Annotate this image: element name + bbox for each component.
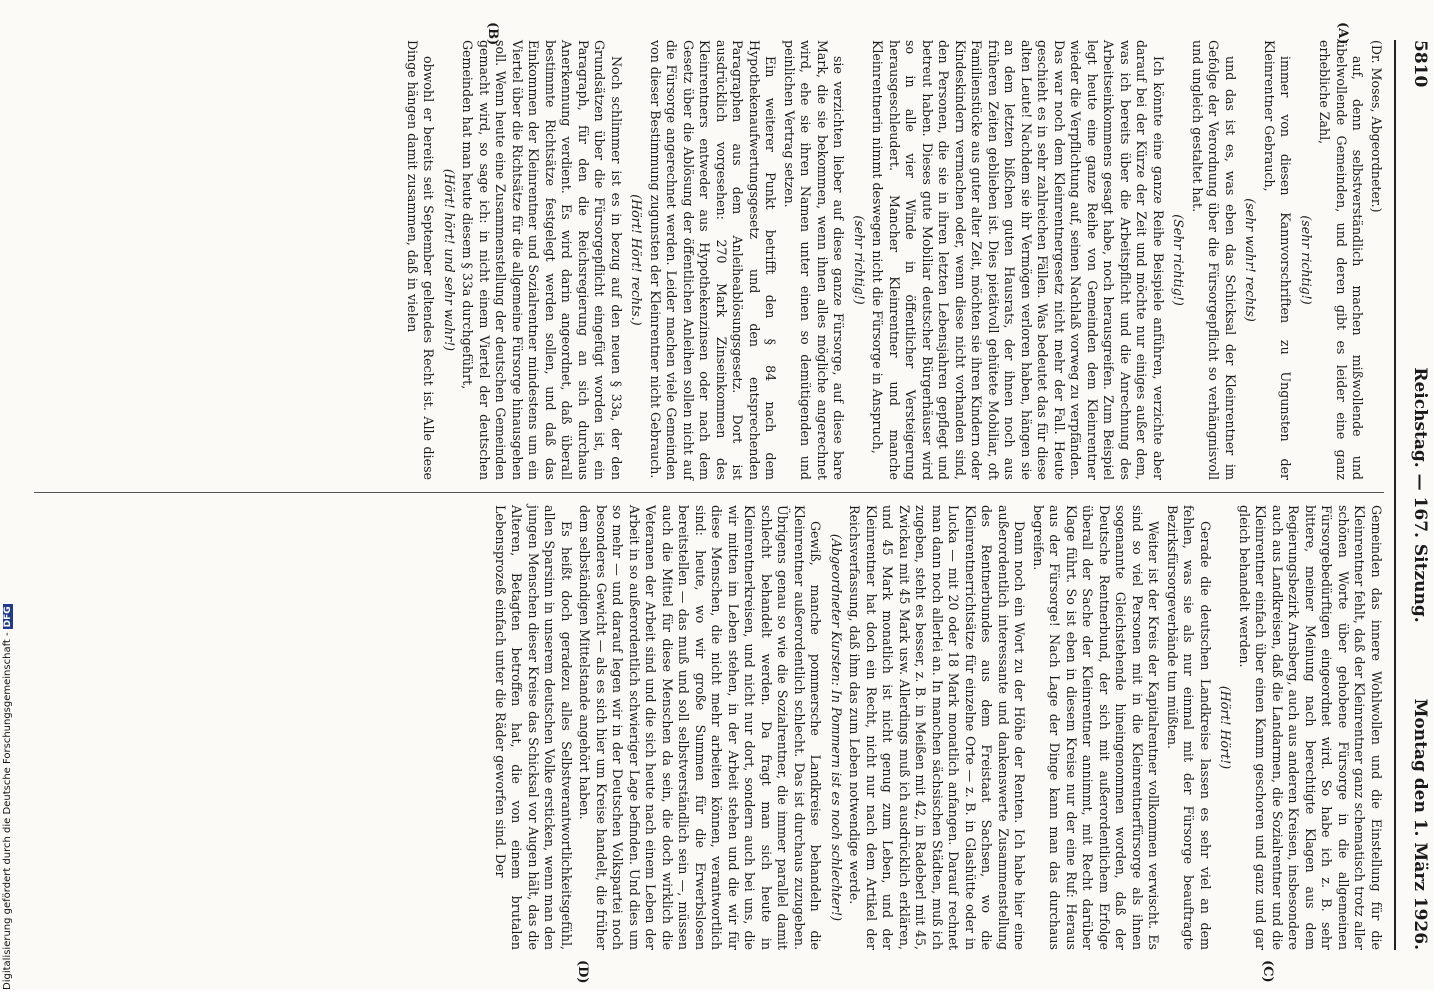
margin-letter-a: (A)	[1335, 22, 1350, 45]
margin-letter-d: (D)	[575, 960, 590, 984]
page-date: Montag den 1. März 1926.	[1410, 698, 1430, 950]
paragraph: Ich könnte eine ganze Reihe Beispiele anführen, verzichte aber darauf bei der Kürze der Zeit und möchte nur einiges außer dem, was ich bereits über die Arbeitspflicht und die Anrechnung des Arbeitseinkommens gesagt habe, noch herausgreifen. Zum Beispiel legt heute eine ganze Reihe von Gemeinden dem Kleinrentner wieder die Verpflichtung auf, seinen Nachlaß vorweg zu verpfänden. Das war noch dem Kleinrentnergesetz nicht mehr der Fall. Heute geschieht es in sehr zahlreichen Fällen. Was bedeutet das für diese alten Leute! Nachdem sie ihr Vermögen verloren haben, hängen sie an dem letzten bißchen guten Hausrats, der ihnen noch aus früheren Zeiten geblieben ist. Dies pietätvoll gehütete Mobiliar, oft Familienstücke aus guter alter Zeit, möchten sie ihren Kindern oder Kindeskindern vermachen oder, wenn diese nicht vorhanden sind, den Personen, die sie in ihren letzten Lebensjahren gepflegt und betreut haben. Dieses gute Mobiliar deutscher Bürgerhäuser wird so in alle vier Winde in öffentlicher Versteigerung herausgeschleudert. Mancher Kleinrentner und manche Kleinrentnerin nimmt deswegen nicht die Fürsorge in Anspruch,	[870, 40, 1166, 480]
credit-text: Digitalisierung gefördert durch die Deutsche Forschungsgemeinschaft -	[2, 632, 13, 990]
left-column	[402, 40, 1385, 480]
paragraph: immer von diesen Kannvorschriften zu Ungunsten der Kleinrentner Gebrauch,	[1262, 40, 1294, 480]
paragraph: auf, denn selbstverständlich machen mißwollende und übelwollende Gemeinden, und deren gibt es leider eine ganz erhebliche Zahl,	[1317, 40, 1366, 480]
page-number: 5810	[1410, 40, 1430, 88]
page-title: Reichstag. — 167. Sitzung.	[1410, 367, 1430, 623]
page-header	[1400, 40, 1430, 950]
interjection: (sehr richtig!)	[1299, 215, 1314, 305]
paragraph: Noch schlimmer ist es in bezug auf den neuen § 33a, der den Grundsätzen über die Fürsorgepflicht eingefügt worden ist, ein Paragraph, für den die Reichsregierung an sich durchaus Anerkennung verdient. Es wird darin angeordnet, daß überall bestimmte Richtsätze festgelegt werden sollen, und daß das Einkommen der Kleinrentner und Sozialrentner mindestens um ein Viertel über die Richtsätze für die allgemeine Fürsorge hinausgehen soll. Wenn heute eine Zusammenstellung der deutschen Gemeinden gemacht wird, so sage ich: in nicht einem Viertel der deutschen Gemeinden hat man heute diesem § 33a durchgeführt,	[460, 40, 624, 480]
digitization-credit	[2, 606, 16, 990]
paragraph: Gemeinden das innere Wohlwollen und die Einstellung für die Kleinrentner fehlt, daß der Kleinrentner ganz schematisch trotz aller schönen Worte über gehobene Fürsorge in die allgemeinen Fürsorgebedürftigen eingeordnet wird. So habe ich z. B. sehr bittere, meiner Meinung nach berechtigte Klagen aus dem Regierungsbezirk Arnsberg, auch aus anderen Kreisen, insbesondere auch aus Landkreisen, daß die Landarmen, die Sozialrentner und die Kleinrentner einfach über einen Kamm geschoren und ganz und gar gleich behandelt werden.	[1237, 505, 1384, 950]
column-divider	[34, 492, 1384, 493]
paragraph: Gewiß, manche pommersche Landkreise behandeln die Kleinrentner außerordentlich schlecht. Das ist durchaus zuzugeben. Übrigens genau so wie die Sozialrentner, die immer parallel damit schlecht behandelt werden. Da fragt man sich heute in Kleinrentnerkreisen, und nicht nur dort, sondern auch bei uns, die wir mitten im Leben stehen, in der Arbeit stehen und die wir für diese Menschen, die nicht mehr arbeiten können, verantwortlich sind: heute, wo wir große Summen für die Erwerbslosen bereitstellen — das muß und soll selbstverständlich sein —, müssen auch die Mittel für diese Menschen da sein, die doch wirklich die Veteranen der Arbeit sind und die sich heute nach einem Leben der Arbeit in so außerordentlich schwieriger Lage befinden. Und dies um so mehr — und darauf legen wir in der Deutschen Volkspartei noch besonderes Gewicht — als es sich hier um Kreise handelt, die früher dem selbständigen Mittelstande angehört haben.	[577, 505, 824, 950]
interjection: (Sehr richtig!)	[1171, 214, 1187, 306]
interjection: (sehr wahr! rechts)	[1243, 198, 1259, 322]
margin-letter-b: (B)	[485, 22, 500, 46]
paragraph: Es heißt doch geradezu alles Selbstverantwortlichkeitsgefühl, allen Sparsinn in unserem deutschen Volke ersticken, wenn man den jungen Menschen dieser Kreise das Schicksal vor Augen hält, das die Alteren, Betagten betroffen hat, die von einem brutalen Lebensprozeß einfach unter die Räder geworfen sind. Der	[493, 505, 574, 950]
interjection: (Hört! Hört!)	[1218, 685, 1234, 770]
interjection: (sehr richtig!)	[852, 215, 867, 305]
right-column	[490, 505, 1385, 950]
paragraph: (Dr. Moses, Abgeordneter.)	[1369, 40, 1384, 213]
interjection: (Abgeordneter Kursten: In Pommern ist es noch schlechter!)	[829, 533, 844, 922]
paragraph: Gerade die deutschen Landkreise lassen es sehr viel an dem fehlen, was sie als nur einmal mit der Fürsorge beauftragte Bezirksfürsorgeverbände tun müßten.	[1165, 505, 1213, 950]
margin-letter-c: (C)	[1260, 960, 1275, 983]
paragraph: sie verzichten lieber auf diese ganze Fürsorge, auf diese bare Mark, die sie bekommen, wenn ihnen alles mögliche angerechnet wird, ehe sie ihren Namen unter einen so demütigenden und peinlichen Vertrag setzen.	[782, 40, 847, 480]
interjection: (Hört! Hört! rechts.)	[629, 194, 645, 326]
header-rule	[1394, 40, 1396, 950]
paragraph: und das ist es, was eben das Schicksal der Kleinrentner im Gefolge der Verordnung über die Fürsorgepflicht so verhängnisvoll und ungleich gestaltet hat.	[1190, 40, 1238, 480]
interjection: (Hört! hört! und sehr wahr!)	[442, 168, 457, 352]
dfg-logo: DFG	[3, 606, 13, 628]
paragraph: Ein weiterer Punkt betrifft den § 84 nach dem Hypothekenaufwertungsgesetz und den entsprechenden Paragraphen aus dem Anleiheablösungsgesetz. Dort ist ausdrücklich vorgesehen: 270 Mark Zinseinkommen des Kleinrentners entweder aus Hypothekenzinsen oder nach dem Gesetz über die Ablösung der öffentlichen Anleihen sollen nicht auf die Fürsorge angerechnet werden. Leider machen viele Gemeinden von dieser Bestimmung zugunsten der Kleinrentner nicht Gebrauch.	[648, 40, 779, 480]
paragraph: Dann noch ein Wort zu der Höhe der Renten. Ich habe hier eine außerordentlich interessante und dankenswerte Zusammenstellung des Rentnerbundes aus dem Freistaat Sachsen, wo die Kleinrentnerrichtsätze für einzelne Orte — z. B. in Glashütte oder in Lucka — mit 20 oder 18 Mark monatlich anfangen. Darauf rechnet man dann noch allerlei an. In manchen sächsischen Städten, muß ich zugeben, steht es besser, z. B. in Meißen mit 42, in Radeberl mit 45, Zwickau mit 45 Mark usw. Allerdings muß ich ausdrücklich erklären, und 45 Mark monatlich ist nicht genug zum Leben, und der Kleinrentner hat doch ein Recht, nicht nur nach dem Artikel der Reichsverfassung, daß ihm das zum Leben notwendige werde.	[847, 505, 1028, 950]
paragraph: Weiter ist der Kreis der Kapitalrentner vollkommen verwischt. Es sind so viel Personen mit in die Kleinrentnerfürsorge als ihnen sogenannte Gleichstehende hineingenommen worden, daß der Deutsche Rentnerbund, der sich mit außerordentlichem Erfolge überall der Sache der Kleinrentner annimmt, mit Recht darüber Klage führt. So ist eben in diesem Kreise nur der eine Ruf: Heraus aus der Fürsorge! Nach Lage der Dinge kann man das durchaus begreifen.	[1031, 505, 1162, 950]
paragraph: obwohl er bereits seit September geltendes Recht ist. Alle diese Dinge hängen damit zusammen, daß in vielen	[405, 40, 437, 480]
